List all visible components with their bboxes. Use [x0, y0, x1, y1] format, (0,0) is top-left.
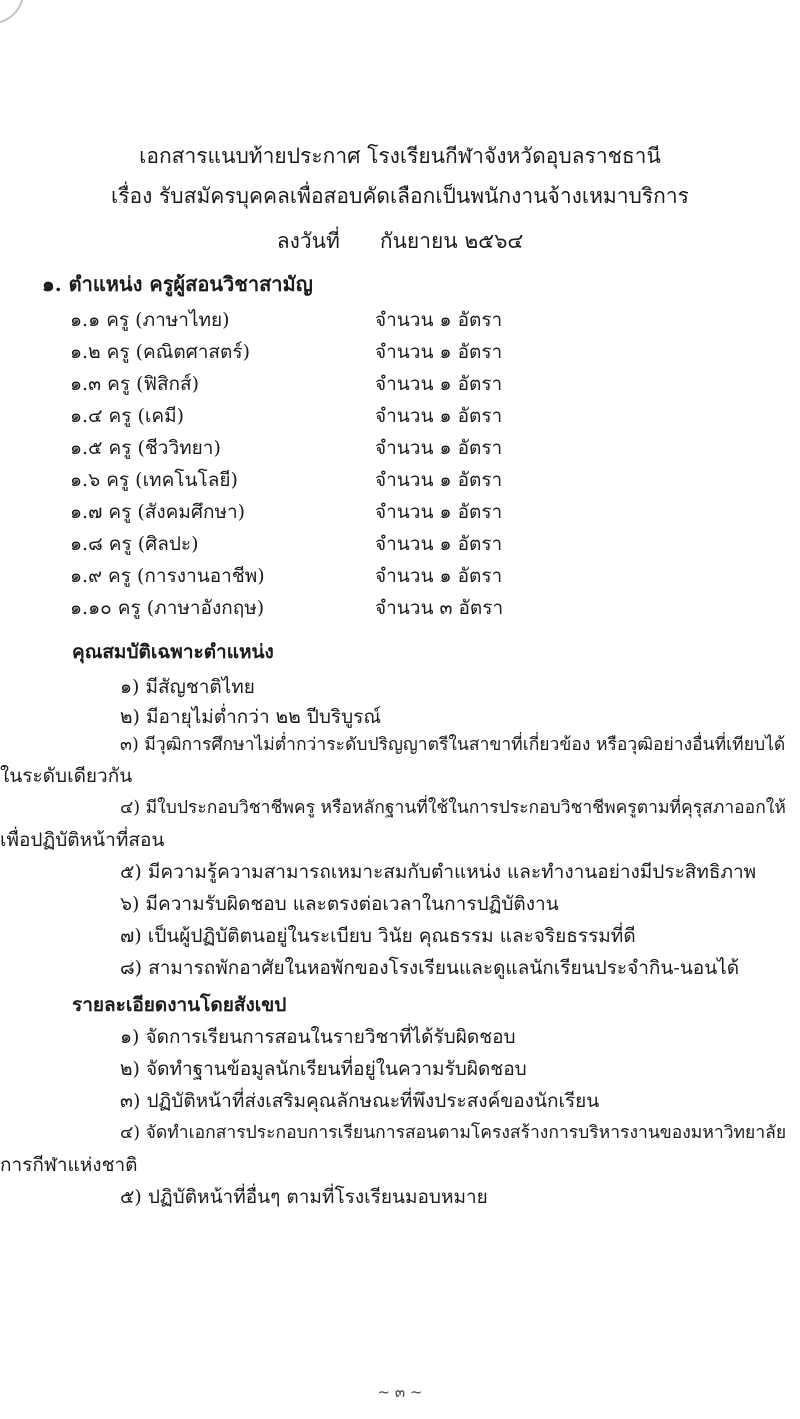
position-count: จำนวน ๑ อัตรา: [375, 533, 503, 555]
date-value: กันยายน ๒๕๖๔: [379, 229, 524, 253]
position-label: ๑.๘ ครู (ศิลปะ): [70, 533, 199, 555]
position-count: จำนวน ๑ อัตรา: [375, 309, 503, 331]
position-count: จำนวน ๑ อัตรา: [375, 437, 503, 459]
date-label: ลงวันที่: [276, 229, 340, 253]
qualification-item: ๒) มีอายุไม่ต่ำกว่า ๒๒ ปีบริบูรณ์: [120, 706, 381, 728]
duty-item: ๔) จัดทำเอกสารประกอบการเรียนการสอนตามโครงสร้างการบริหารงานของมหาวิทยาลัย: [120, 1123, 787, 1143]
qualification-item: ๖) มีความรับผิดชอบ และตรงต่อเวลาในการปฏิบัติงาน: [120, 893, 559, 915]
position-label: ๑.๙ ครู (การงานอาชีพ): [70, 565, 265, 587]
corner-artifact: [0, 0, 24, 24]
position-count: จำนวน ๑ อัตรา: [375, 501, 503, 523]
qualification-item: ๑) มีสัญชาติไทย: [120, 676, 255, 698]
position-count: จำนวน ๑ อัตรา: [375, 341, 503, 363]
qualification-continuation: ในระดับเดียวกัน: [0, 765, 133, 787]
qualification-item: ๔) มีใบประกอบวิชาชีพครู หรือหลักฐานที่ใช้ในการประกอบวิชาชีพครูตามที่คุรุสภาออกให้: [120, 798, 786, 818]
position-count: จำนวน ๑ อัตรา: [375, 565, 503, 587]
qualification-item: ๗) เป็นผู้ปฏิบัติตนอยู่ในระเบียบ วินัย คุณธรรม และจริยธรรมที่ดี: [120, 925, 636, 947]
position-count: จำนวน ๓ อัตรา: [375, 597, 504, 619]
position-count: จำนวน ๑ อัตรา: [375, 469, 503, 491]
duty-item: ๕) ปฏิบัติหน้าที่อื่นๆ ตามที่โรงเรียนมอบหมาย: [120, 1186, 488, 1208]
qualification-item: ๓) มีวุฒิการศึกษาไม่ต่ำกว่าระดับปริญญาตรีในสาขาที่เกี่ยวข้อง หรือวุฒิอย่างอื่นที่เทียบได้: [120, 735, 786, 755]
qualifications-title: คุณสมบัติเฉพาะตำแหน่ง: [72, 641, 274, 663]
duty-continuation: การกีฬาแห่งชาติ: [0, 1154, 138, 1176]
position-count: จำนวน ๑ อัตรา: [375, 405, 503, 427]
page-number: ~ ๓ ~: [377, 1383, 423, 1401]
header-date: [0, 225, 800, 258]
duty-item: ๓) ปฏิบัติหน้าที่ส่งเสริมคุณลักษณะที่พึงประสงค์ของนักเรียน: [120, 1090, 600, 1112]
position-label: ๑.๕ ครู (ชีววิทยา): [70, 437, 221, 459]
position-label: ๑.๖ ครู (เทคโนโลยี): [70, 469, 238, 491]
position-label: ๑.๓ ครู (ฟิสิกส์): [70, 373, 200, 395]
header-subject: เรื่อง รับสมัครบุคคลเพื่อสอบคัดเลือกเป็นพนักงานจ้างเหมาบริการ: [111, 184, 689, 208]
duty-item: ๒) จัดทำฐานข้อมูลนักเรียนที่อยู่ในความรับผิดชอบ: [120, 1058, 527, 1080]
position-label: ๑.๒ ครู (คณิตศาสตร์): [70, 341, 250, 363]
position-label: ๑.๑ ครู (ภาษาไทย): [70, 309, 230, 331]
duty-item: ๑) จัดการเรียนการสอนในรายวิชาที่ได้รับผิดชอบ: [120, 1026, 516, 1048]
qualification-item: ๕) มีความรู้ความสามารถเหมาะสมกับตำแหน่ง และทำงานอย่างมีประสิทธิภาพ: [120, 861, 757, 883]
position-count: จำนวน ๑ อัตรา: [375, 373, 503, 395]
header-title: เอกสารแนบท้ายประกาศ โรงเรียนกีฬาจังหวัดอุบลราชธานี: [139, 144, 661, 168]
position-label: ๑.๗ ครู (สังคมศึกษา): [70, 501, 246, 523]
position-label: ๑.๔ ครู (เคมี): [70, 405, 185, 427]
qualification-continuation: เพื่อปฏิบัติหน้าที่สอน: [0, 829, 165, 851]
section-title: ๑. ตำแหน่ง ครูผู้สอนวิชาสามัญ: [42, 272, 313, 296]
qualification-item: ๘) สามารถพักอาศัยในหอพักของโรงเรียนและดูแลนักเรียนประจำกิน-นอนได้: [120, 957, 740, 979]
position-label: ๑.๑๐ ครู (ภาษาอังกฤษ): [70, 597, 265, 619]
duties-title: รายละเอียดงานโดยสังเขป: [72, 994, 287, 1016]
